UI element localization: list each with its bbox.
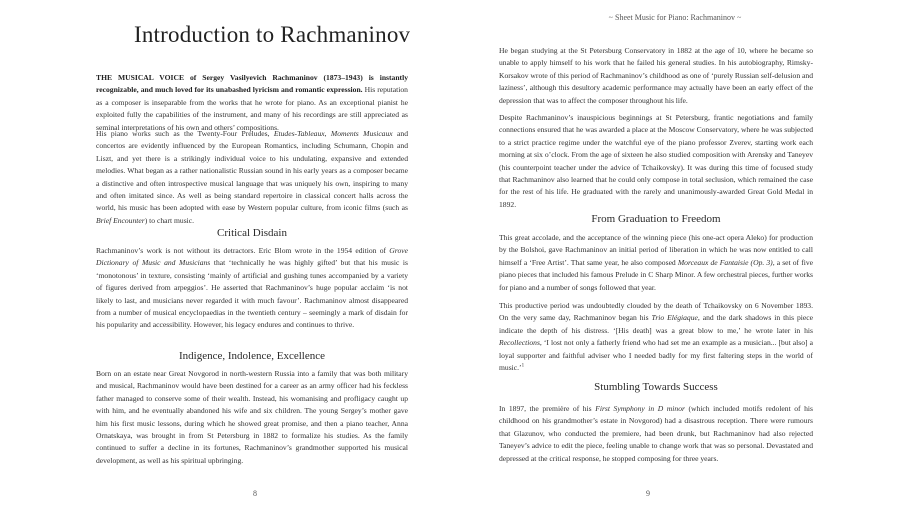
footnote-marker: 1 <box>521 363 525 369</box>
text-run: This productive period was undoubtedly clouded by the death of Tchaikovsky on 6 November 1893. On the very same day, Rachmaninov began his <box>499 301 813 323</box>
text-run: Rachmaninov’s work is not without its detractors. Eric Blom wrote in the 1954 edition of <box>96 246 390 255</box>
stumbling-paragraph <box>499 403 813 465</box>
piano-works-paragraph <box>96 128 408 227</box>
critical-disdain-paragraph <box>96 245 408 332</box>
work-title: Morceaux de Fantaisie (Op. 3) <box>677 257 773 267</box>
work-title: Trio Elégiaque <box>651 313 698 323</box>
moscow-paragraph <box>499 112 813 211</box>
ornament-right: ~ <box>736 13 742 22</box>
chapter-title: Introduction to Rachmaninov <box>134 22 411 47</box>
running-head <box>450 13 900 22</box>
intro-paragraph <box>96 72 408 134</box>
conservatory-paragraph <box>499 45 813 107</box>
text-run: , ‘I lost not only a fatherly friend who had set me an example as a musician... [but also] a loyal supporter and faithful adviser who I needed badly for my first faltering steps in the world of music.’ <box>499 338 813 373</box>
section-heading-stumbling: Stumbling Towards Success <box>594 381 718 393</box>
section-heading-indigence: Indigence, Indolence, Excellence <box>179 350 325 362</box>
work-title: Etudes-Tableaux <box>273 129 325 138</box>
text-run: He began studying at the St Petersburg Conservatory in 1882 at the age of 10, where he became so unable to apply himself to his work that he failed his general studies. In his autobiography, Rimsky-Korsakov wrote of this period of Rachmaninov’s childhood as one of ‘purely Russian self-delusion and laziness’, although this desultory academic performance may actually have been an early effect of the depression that was to affect the composer throughout his life. <box>499 46 813 105</box>
ornament-left: ~ <box>608 13 613 22</box>
text-run: , and the dark shadows in this piece indicate the depth of his distress. ‘[His death] was a great blow to me,’ he wrote later in his <box>499 313 813 335</box>
right-page <box>450 0 900 520</box>
text-run: ) to chart music. <box>144 215 195 225</box>
work-title: Moments Musicaux <box>330 129 393 138</box>
tchaikovsky-paragraph <box>499 300 813 374</box>
graduation-paragraph <box>499 232 813 294</box>
text-run: that ‘technically he was highly gifted’ but that his music is ‘monotonous’ in texture, consisting ‘mainly of artificial and gushing tunes accompanied by a variety of figures derived from arpeggios’. He asserted that Rachmaninov’s huge popular acclaim ‘is not likely to last, and musicians never regarded it with much favour’. Rachmaninov almost disappeared from a number of musical encyclopaedias in the twentieth century – seemingly a mark of disdain for his popularity and accessibility. However, his legacy endures and continues to thrive. <box>96 258 408 330</box>
work-title: First Symphony in D minor <box>595 404 685 413</box>
text-run: His piano works such as the Twenty-Four Preludes, <box>96 129 274 138</box>
text-run: Despite Rachmaninov’s inauspicious beginnings at St Petersburg, frantic negotiations and family connections ensured that he was awarded a place at the Moscow Conservatory, where he was subjected to a strict practice regime under the watchful eye of the piano professor Zverev, starting work each morning at six o’clock. From the age of sixteen he also studied composition with Arensky and Taneyev (his counterpoint teacher under the advice of Tchaikovsky). It was during this time of focused study that Rachmaninov also learned that he could only compose in total seclusion, which remained the case for the rest of his life. He graduated with the rarely and unanimously-awarded Great Gold Medal in 1892. <box>499 113 813 209</box>
running-head-title: Sheet Music for Piano: Rachmaninov <box>615 13 735 22</box>
book-title: Recollections <box>499 338 540 348</box>
text-run: In 1897, the première of his <box>499 404 596 413</box>
page-number: 8 <box>253 489 257 498</box>
film-title: Brief Encounter <box>96 215 145 225</box>
text-run: , <box>324 129 331 138</box>
section-heading-critical-disdain: Critical Disdain <box>217 227 287 239</box>
page-number: 9 <box>646 489 650 498</box>
text-run: This great accolade, and the acceptance of the winning piece (his one-act opera Aleko) for production by the Bolshoi, gave Rachmaninov an initial period of liberation in which he was now entitled to call himself a ‘Free Artist’. That same year, he also composed <box>499 233 813 267</box>
indigence-paragraph <box>96 368 408 467</box>
text-run: and concertos are evidently influenced by the European Romantics, including Schumann, Chopin and Liszt, and yet there is a strikingly individual voice to his undulating, expansive and extended melodies. What began as a rather nationalistic Russian sound in his early years as a composer became a distinctive and often introspective musical language that was uniquely his own, inspiring to many and often imitated since. As well as being standard repertoire in classical concert halls across the world, his music has been adopted with ease by Western popular culture, from iconic films (such as <box>96 129 408 213</box>
text-run: (which included motifs redolent of his childhood on his grandmother’s estate in Novgorod) had a disastrous reception. There were rumours that Glazunov, who conducted the premiere, had been drunk, but Rachmaninov had also rejected Taneyev’s advice to edit the piece, feeling unable to change work that was so personal. Devastated and depressed at the critical response, he stopped composing for three years. <box>499 404 814 463</box>
intro-lead: THE MUSICAL VOICE of Sergey Vasilyevich Rachmaninov (1873–1943) is instantly recognizable, and much loved for its unabashed lyricism and romantic expression. <box>96 73 408 95</box>
book-title: Grove Dictionary of Music and Musicians <box>96 246 408 268</box>
intro-rest: His reputation as a composer is inseparable from the works that he wrote for piano. As an exceptional pianist he exploited fully the capabilities of the instrument, and many of his recordings are still appreciated as seminal interpretations of his own and others’ compositions. <box>96 85 408 132</box>
text-run: Born on an estate near Great Novgorod in north-western Russia into a family that was both military and musical, Rachmaninov would have been destined for a career as an army officer had his feckless father managed to conserve some of their wealth. Instead, his womanising and profligacy caught up with him, and he eventually abandoned his wife and six children. The young Sergey’s mother gave him his first music lessons, during which he showed great promise, and then a piano teacher, Anna Ornatskaya, was brought in from St Petersburg in 1882 to formalize his studies. As the family continued to suffer a decline in its fortunes, Rachmaninov’s grandmother supported his musical development, as well as his spiritual upbringing. <box>96 369 408 465</box>
section-heading-graduation: From Graduation to Freedom <box>591 213 721 225</box>
text-run: , a set of five piano pieces that included his famous Prelude in C Sharp Minor. A few orchestral pieces, further works for piano and a number of songs followed that year. <box>499 257 813 292</box>
